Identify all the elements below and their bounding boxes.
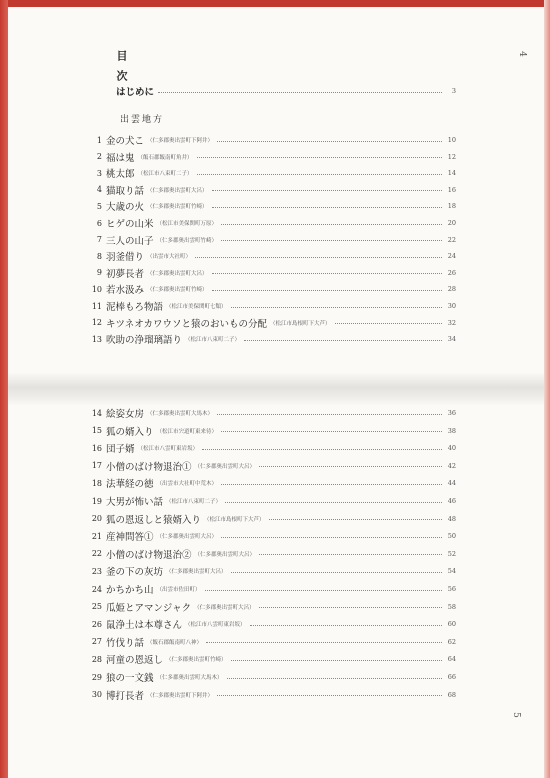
entry-title: 大歳の火 <box>106 202 145 214</box>
toc-entry[interactable] <box>86 688 456 702</box>
entry-number: 26 <box>91 619 102 629</box>
toc-entry[interactable] <box>86 316 456 330</box>
book-cover-edge-left <box>0 0 8 778</box>
entry-title: 産神問答① <box>106 532 154 544</box>
entry-location: （仁多郡奥出雲町大呂） <box>194 604 255 611</box>
toc-entry[interactable] <box>86 564 456 578</box>
entry-number: 20 <box>91 514 102 524</box>
leader-dots <box>212 290 442 291</box>
leader-dots <box>212 190 442 191</box>
leader-dots <box>221 537 442 538</box>
entry-number: 2 <box>96 152 102 162</box>
toc-entry[interactable] <box>86 512 456 526</box>
leader-dots <box>259 466 442 467</box>
leader-dots <box>197 157 442 158</box>
entry-location: （松江市美保関町万原） <box>156 221 218 227</box>
entry-number: 28 <box>91 654 102 664</box>
entry-number: 25 <box>91 602 102 612</box>
toc-entry[interactable] <box>86 600 456 614</box>
entry-page: 46 <box>447 497 456 505</box>
entry-location: （出雲市大社町） <box>147 254 192 261</box>
entry-location: （松江市島根町下大芦） <box>270 320 331 327</box>
entry-title: 羽釜借り <box>106 252 145 264</box>
entry-location: （仁多郡奥出雲町下阿井） <box>147 692 214 699</box>
entry-page: 50 <box>447 532 456 541</box>
entry-page: 26 <box>447 268 456 277</box>
toc-entry[interactable] <box>86 299 456 313</box>
leader-dots <box>217 695 442 696</box>
entry-page: 20 <box>447 219 456 227</box>
leader-dots <box>244 340 442 341</box>
entry-number: 10 <box>91 284 102 294</box>
entry-number: 13 <box>91 334 102 344</box>
leader-dots <box>195 257 442 258</box>
toc-entry[interactable] <box>86 529 456 543</box>
entry-title: 河童の恩返し <box>106 655 164 667</box>
entry-title: 鼠浄土は本尊さん <box>106 620 183 632</box>
section-heading: 出雲地方 <box>120 115 165 125</box>
entry-number: 19 <box>91 496 102 506</box>
toc-entry[interactable] <box>86 547 456 561</box>
entry-page: 52 <box>447 549 456 558</box>
entry-title: 狐の恩返しと猿婿入り <box>106 514 202 526</box>
entry-location: （仁多郡奥出雲町大呂） <box>166 569 227 576</box>
leader-dots <box>269 519 442 520</box>
toc-entry[interactable] <box>86 617 456 631</box>
entry-number: 27 <box>91 637 102 647</box>
entry-title: 狐の婿入り <box>106 426 154 438</box>
leader-dots <box>205 590 442 591</box>
entry-location: （仁多郡奥出雲町大馬木） <box>156 675 223 681</box>
entry-location: （松江市八束町二子） <box>137 171 193 178</box>
entry-title: 三人の山子 <box>106 235 154 247</box>
leader-dots <box>202 449 442 450</box>
entry-title: 狼の一文銭 <box>106 673 154 684</box>
entry-location: （松江市八雲町東岩坂） <box>137 446 199 453</box>
leader-dots <box>212 273 442 274</box>
intro-page: 3 <box>451 87 456 95</box>
entry-number: 5 <box>96 201 102 211</box>
entry-title: 福は鬼 <box>106 152 135 164</box>
entry-page: 16 <box>447 185 456 194</box>
entry-title: 桃太郎 <box>106 169 135 181</box>
entry-location: （出雲市佐田町） <box>156 587 201 593</box>
entry-number: 14 <box>91 408 102 418</box>
entry-page: 24 <box>447 252 456 261</box>
entry-title: 博打長者 <box>106 690 145 702</box>
toc-entry[interactable] <box>86 133 456 147</box>
leader-dots <box>221 224 442 225</box>
intro-title: はじめに <box>116 87 155 98</box>
entry-page: 42 <box>447 461 456 470</box>
entry-page: 34 <box>447 335 456 344</box>
entry-title: 金の犬こ <box>106 136 145 147</box>
entry-title: 団子婿 <box>106 444 135 456</box>
entry-number: 17 <box>91 461 102 471</box>
entry-location: （仁多郡奥出雲町大呂） <box>156 534 218 541</box>
entry-location: （松江市美保関町七類） <box>166 304 227 310</box>
leader-dots <box>231 660 442 661</box>
entry-number: 18 <box>91 478 102 488</box>
entry-title: 若水汲み <box>106 285 145 297</box>
entry-number: 11 <box>91 301 102 311</box>
entry-location: （仁多郡奥出雲町竹崎） <box>147 287 208 294</box>
leader-dots <box>231 572 442 573</box>
entry-number: 8 <box>96 251 102 261</box>
leader-dots <box>221 431 442 432</box>
leader-dots <box>212 207 442 208</box>
entry-page: 44 <box>447 479 456 488</box>
entry-number: 23 <box>91 566 102 576</box>
entry-location: （仁多郡奥出雲町下阿井） <box>147 138 214 144</box>
entry-location: （松江市島根町下大芦） <box>204 516 265 523</box>
entry-title: 泥棒もろ物語 <box>106 302 164 313</box>
entry-number: 7 <box>96 235 102 245</box>
entry-title: 初夢長者 <box>106 268 145 280</box>
entry-page: 22 <box>447 235 456 244</box>
page-number-bottom: 5 <box>510 712 521 718</box>
entry-number: 29 <box>91 672 102 682</box>
leader-dots <box>158 92 442 93</box>
entry-number: 15 <box>91 426 102 436</box>
entry-number: 12 <box>91 318 102 328</box>
entry-page: 58 <box>447 602 456 611</box>
entry-page: 32 <box>447 318 456 327</box>
toc-entry[interactable] <box>86 635 456 649</box>
entry-location: （出雲市大社町中荒木） <box>156 481 218 488</box>
leader-dots <box>217 414 442 415</box>
toc-entry[interactable] <box>86 476 456 490</box>
toc-entry[interactable] <box>86 216 456 230</box>
toc-entry[interactable] <box>86 233 456 247</box>
entry-title: 瓜姫とアマンジャク <box>106 602 192 614</box>
entry-location: （松江市宍道町東来待） <box>156 428 218 435</box>
entry-title: 小僧のばけ物退治① <box>106 461 192 473</box>
entry-title: 釜の下の灰坊 <box>106 567 164 579</box>
entry-number: 9 <box>96 268 102 278</box>
toc-entry[interactable] <box>86 652 456 666</box>
toc-heading: 目次 <box>115 50 128 90</box>
entry-location: （仁多郡奥出雲町竹崎） <box>147 204 208 211</box>
toc-entry[interactable] <box>86 183 456 197</box>
entry-title: ヒゲの山米 <box>106 219 154 230</box>
leader-dots <box>335 323 442 324</box>
entry-location: （仁多郡奥出雲町大呂） <box>194 551 256 558</box>
toc-entry[interactable] <box>86 199 456 213</box>
entry-page: 64 <box>447 655 456 664</box>
entry-title: 絵姿女房 <box>106 409 145 420</box>
entry-location: （飯石郡飯南町八神） <box>147 639 203 646</box>
toc-entry[interactable] <box>86 582 456 596</box>
leader-dots <box>206 642 442 643</box>
toc-entry[interactable] <box>86 249 456 263</box>
entry-page: 62 <box>447 637 456 646</box>
toc-entry-intro[interactable] <box>96 84 456 98</box>
toc-entry[interactable] <box>86 441 456 455</box>
book-cover-edge-top <box>0 0 550 7</box>
page-number-top: 4 <box>516 51 527 57</box>
toc-entry[interactable] <box>86 282 456 296</box>
entry-title: 小僧のばけ物退治② <box>106 549 192 561</box>
entry-location: （仁多郡奥出雲町大呂） <box>147 270 208 277</box>
entry-number: 3 <box>96 168 102 178</box>
entry-title: 法華経の徳 <box>106 479 154 491</box>
book-cover-edge-right <box>544 0 550 778</box>
entry-page: 66 <box>447 673 456 681</box>
toc-entry[interactable] <box>86 266 456 280</box>
toc-entry[interactable] <box>86 406 456 420</box>
entry-location: （仁多郡奥出雲町大馬木） <box>147 411 214 417</box>
entry-title: キツネオカワウソと猿のおいもの分配 <box>106 318 268 330</box>
entry-number: 1 <box>96 135 102 145</box>
entry-location: （飯石郡飯南町角井） <box>137 154 193 161</box>
entry-number: 22 <box>91 549 102 559</box>
entry-title: 竹伐り話 <box>106 637 145 649</box>
entry-page: 36 <box>447 409 456 417</box>
entry-number: 6 <box>96 218 102 228</box>
toc-entry[interactable] <box>86 166 456 180</box>
entry-page: 38 <box>447 426 456 435</box>
entry-page: 68 <box>447 690 456 699</box>
entry-location: （松江市八束町二子） <box>166 499 222 505</box>
leader-dots <box>227 678 442 679</box>
leader-dots <box>221 484 442 485</box>
leader-dots <box>250 625 442 626</box>
entry-page: 30 <box>447 302 456 310</box>
toc-entry[interactable] <box>86 670 456 684</box>
entry-page: 18 <box>447 202 456 211</box>
leader-dots <box>225 502 442 503</box>
entry-page: 12 <box>447 152 456 161</box>
entry-page: 54 <box>447 567 456 576</box>
entry-title: かちかち山 <box>106 585 154 596</box>
toc-entry[interactable] <box>86 332 456 346</box>
entry-page: 60 <box>447 620 456 629</box>
entry-page: 40 <box>447 444 456 453</box>
entry-number: 16 <box>91 443 102 453</box>
leader-dots <box>197 174 442 175</box>
leader-dots <box>259 554 442 555</box>
leader-dots <box>217 141 442 142</box>
entry-page: 10 <box>447 136 456 144</box>
entry-location: （仁多郡奥出雲町竹崎） <box>166 657 227 664</box>
entry-title: 大男が怖い話 <box>106 497 164 508</box>
entry-number: 4 <box>96 185 102 195</box>
entry-location: （仁多郡奥出雲町竹崎） <box>156 237 218 244</box>
entry-title: 吹助の浄瑠璃語り <box>106 335 183 347</box>
entry-number: 30 <box>91 690 102 700</box>
entry-location: （松江市八束町二子） <box>185 337 241 344</box>
toc-entry[interactable] <box>86 150 456 164</box>
entry-page: 14 <box>447 169 456 178</box>
toc-entry[interactable] <box>86 459 456 473</box>
entry-number: 24 <box>91 584 102 594</box>
page-fold-gutter <box>8 372 544 406</box>
entry-title: 猫取り話 <box>106 185 145 197</box>
toc-entry[interactable] <box>86 424 456 438</box>
leader-dots <box>231 307 442 308</box>
entry-page: 56 <box>447 585 456 593</box>
toc-entry[interactable] <box>86 494 456 508</box>
entry-page: 28 <box>447 285 456 294</box>
entry-location: （仁多郡奥出雲町大呂） <box>147 187 208 194</box>
leader-dots <box>259 607 442 608</box>
entry-number: 21 <box>91 531 102 541</box>
entry-page: 48 <box>447 514 456 523</box>
entry-location: （仁多郡奥出雲町大呂） <box>194 463 256 470</box>
leader-dots <box>221 240 442 241</box>
entry-location: （松江市八雲町東岩坂） <box>185 622 246 629</box>
